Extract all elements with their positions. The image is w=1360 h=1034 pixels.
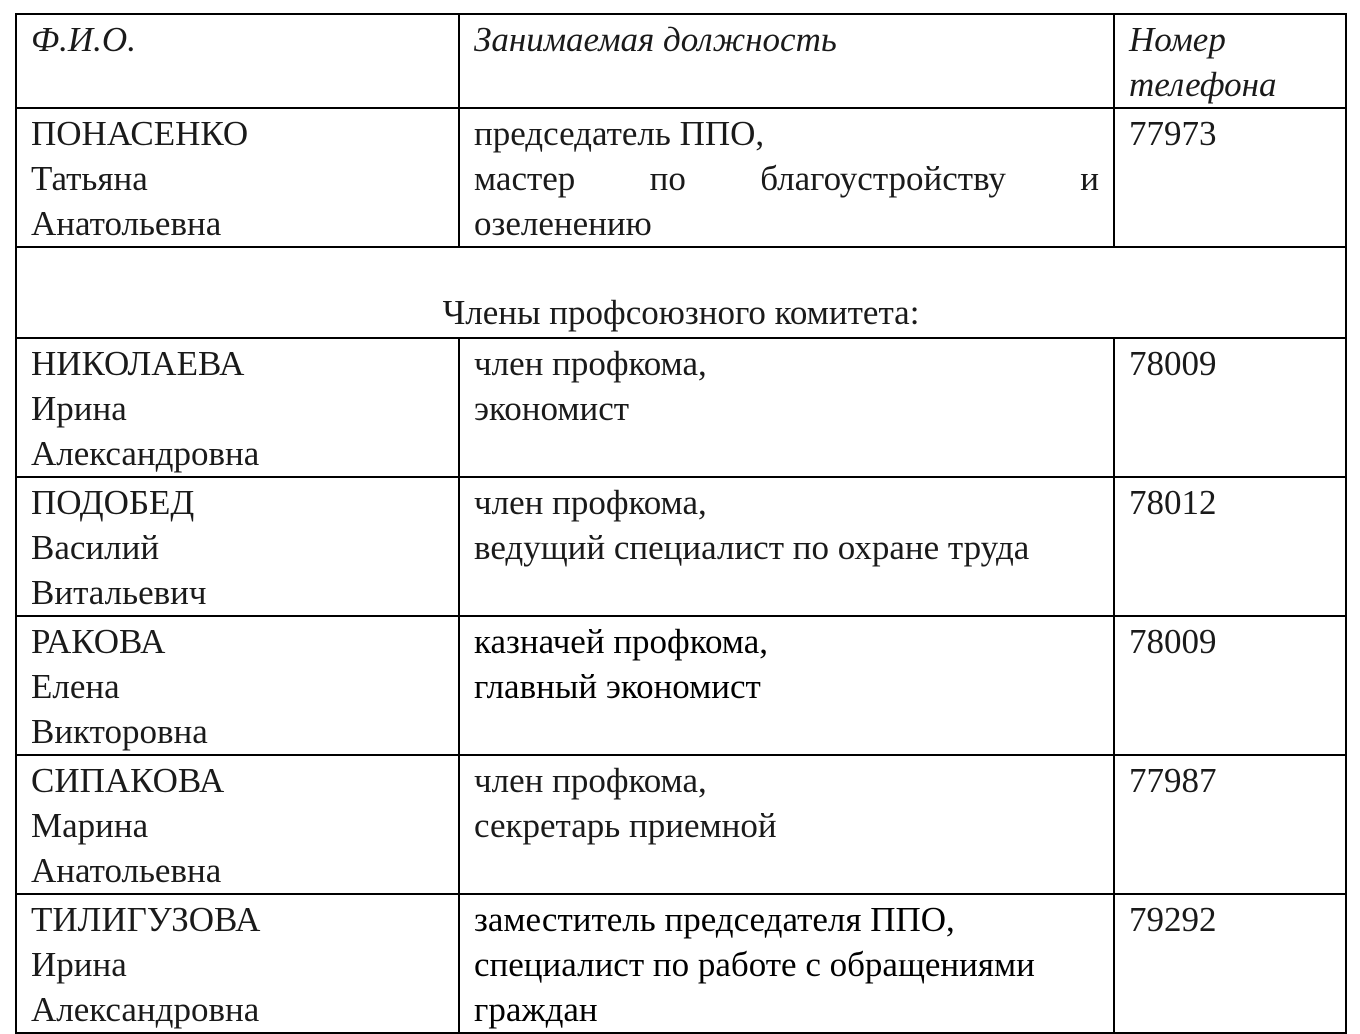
header-name: Ф.И.О. bbox=[16, 14, 459, 108]
surname: НИКОЛАЕВА bbox=[31, 344, 245, 383]
first-name: Марина bbox=[31, 806, 149, 845]
member-name bbox=[16, 338, 459, 477]
member-position bbox=[459, 616, 1114, 755]
position-line: член профкома, bbox=[474, 761, 707, 800]
header-phone-line2: телефона bbox=[1129, 65, 1277, 104]
patronymic: Александровна bbox=[31, 434, 260, 473]
member-name bbox=[16, 477, 459, 616]
member-row bbox=[16, 755, 1346, 894]
position-line: заместитель председателя ППО, bbox=[474, 900, 955, 939]
member-position bbox=[459, 755, 1114, 894]
position-line: казначей профкома, bbox=[474, 622, 768, 661]
position-line: ведущий специалист по охране труда bbox=[474, 528, 1030, 567]
position-line: граждан bbox=[474, 990, 598, 1029]
chairman-phone: 77973 bbox=[1114, 108, 1346, 247]
member-phone: 78009 bbox=[1114, 338, 1346, 477]
patronymic: Анатольевна bbox=[31, 851, 222, 890]
first-name: Елена bbox=[31, 667, 120, 706]
member-position bbox=[459, 338, 1114, 477]
first-name: Ирина bbox=[31, 945, 127, 984]
member-name bbox=[16, 755, 459, 894]
member-phone: 78009 bbox=[1114, 616, 1346, 755]
section-title: Члены профсоюзного комитета: bbox=[16, 247, 1346, 338]
position-line: председатель ППО, bbox=[474, 114, 765, 153]
member-row bbox=[16, 477, 1346, 616]
header-phone bbox=[1114, 14, 1346, 108]
surname: ПОДОБЕД bbox=[31, 483, 195, 522]
position-line: член профкома, bbox=[474, 483, 707, 522]
position-line: специалист по работе с обращениями bbox=[474, 945, 1035, 984]
member-row bbox=[16, 894, 1346, 1033]
member-row bbox=[16, 338, 1346, 477]
chairman-position bbox=[459, 108, 1114, 247]
member-name bbox=[16, 616, 459, 755]
member-phone: 78012 bbox=[1114, 477, 1346, 616]
chairman-row bbox=[16, 108, 1346, 247]
member-position bbox=[459, 477, 1114, 616]
member-row bbox=[16, 616, 1346, 755]
position-line: главный экономист bbox=[474, 667, 761, 706]
surname: СИПАКОВА bbox=[31, 761, 225, 800]
position-line: экономист bbox=[474, 389, 630, 428]
patronymic: Викторовна bbox=[31, 712, 208, 751]
member-phone: 77987 bbox=[1114, 755, 1346, 894]
position-line: озеленению bbox=[474, 204, 652, 243]
position-line: секретарь приемной bbox=[474, 806, 777, 845]
chairman-name bbox=[16, 108, 459, 247]
first-name: Василий bbox=[31, 528, 160, 567]
member-name bbox=[16, 894, 459, 1033]
surname: ПОНАСЕНКО bbox=[31, 114, 249, 153]
union-committee-table bbox=[15, 13, 1347, 1034]
position-line: мастер по благоустройству и bbox=[474, 159, 1099, 198]
first-name: Ирина bbox=[31, 389, 127, 428]
member-phone: 79292 bbox=[1114, 894, 1346, 1033]
surname: ТИЛИГУЗОВА bbox=[31, 900, 261, 939]
patronymic: Александровна bbox=[31, 990, 260, 1029]
patronymic: Витальевич bbox=[31, 573, 207, 612]
position-line: член профкома, bbox=[474, 344, 707, 383]
section-row bbox=[16, 247, 1346, 338]
header-phone-line1: Номер bbox=[1129, 20, 1226, 59]
patronymic: Анатольевна bbox=[31, 204, 222, 243]
header-row bbox=[16, 14, 1346, 108]
first-name: Татьяна bbox=[31, 159, 148, 198]
member-position bbox=[459, 894, 1114, 1033]
surname: РАКОВА bbox=[31, 622, 166, 661]
header-position: Занимаемая должность bbox=[459, 14, 1114, 108]
